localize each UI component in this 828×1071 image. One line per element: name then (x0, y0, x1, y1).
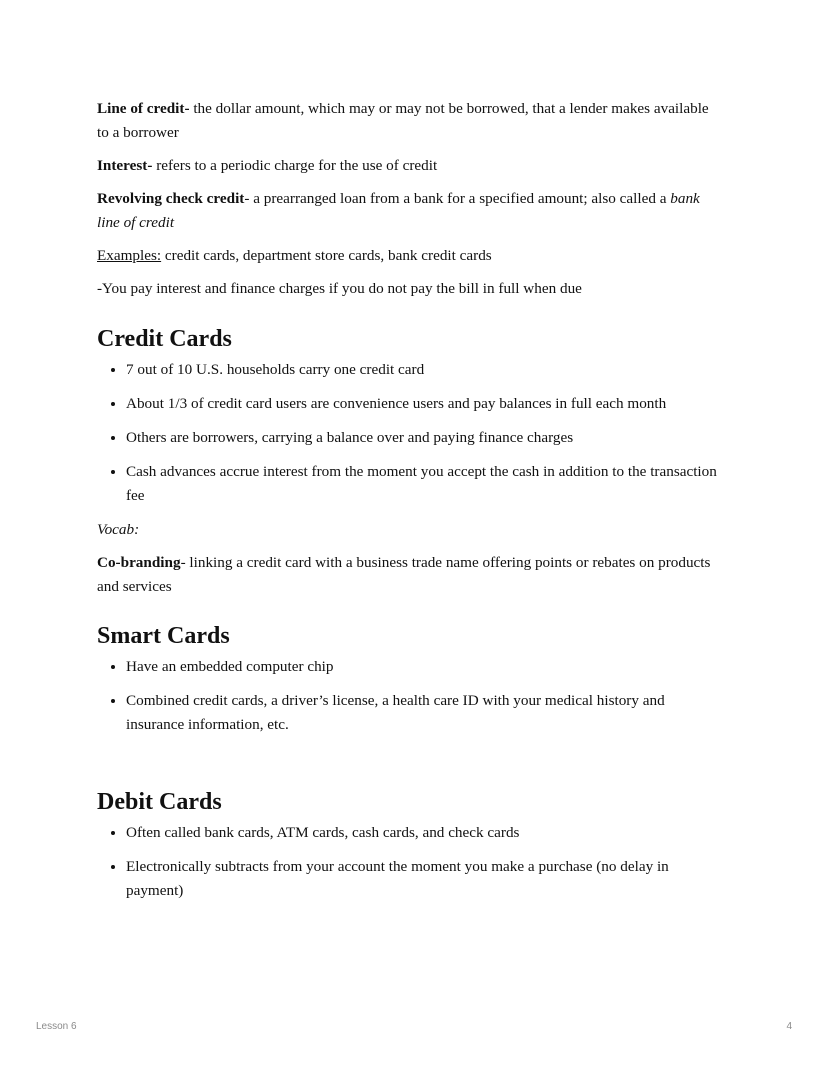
credit-cards-list (97, 358, 717, 508)
list-item: • Cash advances accrue interest from the moment you accept the cash in addition to the transaction fee (126, 460, 717, 508)
vocab-label (97, 518, 717, 542)
list-item: • 7 out of 10 U.S. households carry one credit card (126, 358, 717, 382)
definition-revolving-check-credit (97, 187, 717, 235)
definition-co-branding (97, 551, 717, 599)
list-item: • Combined credit cards, a driver’s license, a health care ID with your medical history and insurance information, etc. (126, 689, 717, 737)
heading-debit-cards: Debit Cards (97, 789, 222, 815)
list-item: • Others are borrowers, carrying a balance over and paying finance charges (126, 426, 717, 450)
document-body (97, 97, 717, 913)
term: Interest- (97, 157, 153, 174)
list-item: • Have an embedded computer chip (126, 655, 717, 679)
term: Co-branding (97, 554, 181, 571)
heading-credit-cards: Credit Cards (97, 326, 232, 352)
smart-cards-list (97, 655, 717, 737)
list-item: • Often called bank cards, ATM cards, cash cards, and check cards (126, 821, 717, 845)
definition-text: refers to a periodic charge for the use of credit (152, 157, 438, 174)
footer-lesson-label: Lesson 6 (36, 1021, 77, 1032)
examples-text: credit cards, department store cards, bank credit cards (161, 247, 492, 264)
definition-line-of-credit (97, 97, 717, 145)
term: Line of credit- (97, 100, 190, 117)
heading-smart-cards: Smart Cards (97, 623, 230, 649)
examples-line (97, 244, 717, 268)
list-item: • About 1/3 of credit card users are convenience users and pay balances in full each month (126, 392, 717, 416)
definition-text: - linking a credit card with a business trade name offering points or rebates on products and services (97, 554, 711, 595)
definition-text: - a prearranged loan from a bank for a specified amount; also called a (244, 190, 671, 207)
finance-charge-note: -You pay interest and finance charges if you do not pay the bill in full when due (97, 280, 582, 297)
vocab-label-text: Vocab: (97, 521, 140, 538)
term: Revolving check credit (97, 190, 245, 207)
debit-cards-list (97, 821, 717, 903)
examples-label: Examples: (97, 247, 162, 264)
definition-text: the dollar amount, which may or may not be borrowed, that a lender makes available to a borrower (97, 100, 709, 141)
list-item: • Electronically subtracts from your account the moment you make a purchase (no delay in payment) (126, 855, 717, 903)
footer-page-number: 4 (786, 1021, 792, 1032)
definition-interest (97, 154, 717, 178)
italic-term: bank line of credit (97, 190, 700, 231)
